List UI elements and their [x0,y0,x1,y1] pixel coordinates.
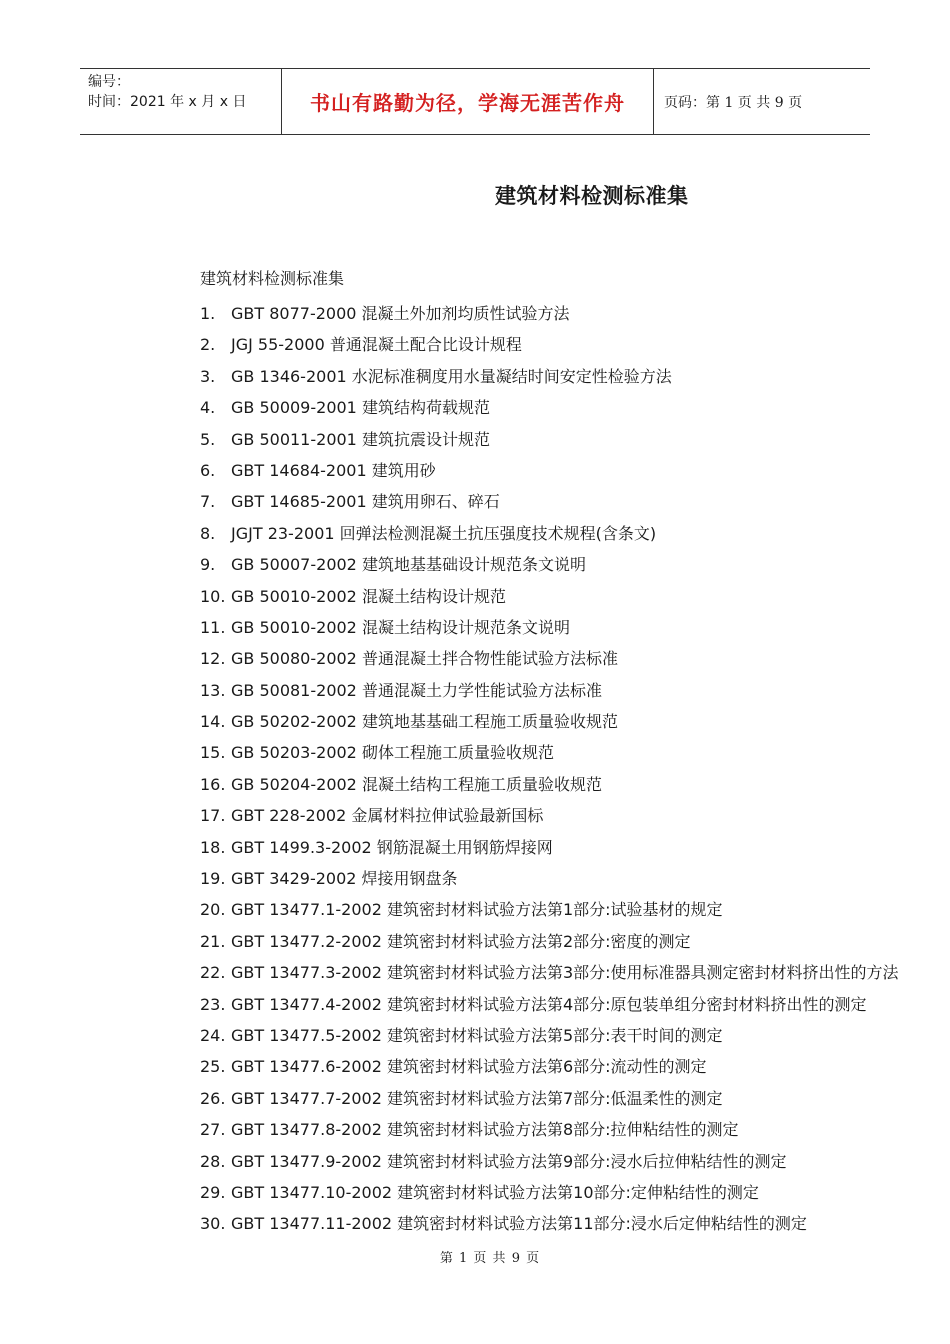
list-item-number: 2. [200,335,216,355]
list-item [200,329,899,360]
list-item-text: GBT 13477.8-2002 建筑密封材料试验方法第8部分:拉伸粘结性的测定 [231,1120,739,1140]
list-item-number: 24. [200,1025,226,1045]
list-item-text: GBT 13477.3-2002 建筑密封材料试验方法第3部分:使用标准器具测定密封材料挤出性的方法 [231,963,899,983]
list-item-text: GBT 13477.6-2002 建筑密封材料试验方法第6部分:流动性的测定 [231,1057,707,1077]
serial-label: 编号： [88,74,130,90]
list-item-number: 21. [200,931,226,951]
list-item-number: 19. [200,869,226,889]
list-item-number: 28. [200,1151,226,1171]
list-item-text: GBT 3429-2002 焊接用钢盘条 [231,869,458,889]
standards-list [200,298,899,1240]
list-item-number: 25. [200,1057,226,1077]
list-item-number: 14. [200,712,226,732]
list-item [200,298,899,329]
header-meta [80,69,282,134]
list-item [200,1083,899,1114]
list-item [200,1146,899,1177]
list-item-number: 11. [200,617,226,637]
list-item [200,863,899,894]
list-item-text: GBT 13477.10-2002 建筑密封材料试验方法第10部分:定伸粘结性的测定 [231,1182,759,1202]
list-item-text: GB 50203-2002 砌体工程施工质量验收规范 [231,743,554,763]
list-item-number: 23. [200,994,226,1014]
section-heading: 建筑材料检测标准集 [200,269,345,288]
list-item [200,737,899,768]
list-item-text: GB 50009-2001 建筑结构荷载规范 [231,398,490,418]
list-item [200,518,899,549]
list-item-text: GBT 13477.11-2002 建筑密封材料试验方法第11部分:浸水后定伸粘结性的测定 [231,1214,807,1234]
list-item [200,926,899,957]
list-item [200,1020,899,1051]
list-item [200,769,899,800]
list-item-number: 8. [200,523,216,543]
list-item-text: GBT 13477.1-2002 建筑密封材料试验方法第1部分:试验基材的规定 [231,900,723,920]
list-item-text: JGJT 23-2001 回弹法检测混凝土抗压强度技术规程(含条文) [231,523,657,543]
list-item-number: 9. [200,555,216,575]
list-item-text: GBT 14684-2001 建筑用砂 [231,460,436,480]
list-item-number: 13. [200,680,226,700]
list-item [200,832,899,863]
list-item-text: GBT 13477.4-2002 建筑密封材料试验方法第4部分:原包装单组分密封材料挤出性的测定 [231,994,867,1014]
list-item-number: 29. [200,1182,226,1202]
list-item-text: GB 50202-2002 建筑地基基础工程施工质量验收规范 [231,712,618,732]
list-item [200,1208,899,1239]
list-item-text: GB 1346-2001 水泥标准稠度用水量凝结时间安定性检验方法 [231,366,672,386]
list-item-number: 7. [200,492,216,512]
list-item [200,894,899,925]
list-item [200,643,899,674]
header-motto: 书山有路勤为径，学海无涯苦作舟 [282,69,654,134]
list-item-text: GBT 228-2002 金属材料拉伸试验最新国标 [231,806,544,826]
list-item-number: 16. [200,774,226,794]
list-item-number: 22. [200,963,226,983]
list-item [200,486,899,517]
list-item-number: 5. [200,429,216,449]
list-item [200,424,899,455]
list-item-number: 18. [200,837,226,857]
list-item-text: GBT 8077-2000 混凝土外加剂均质性试验方法 [231,304,570,323]
list-item-text: GBT 13477.7-2002 建筑密封材料试验方法第7部分:低温柔性的测定 [231,1088,723,1108]
list-item-text: GB 50080-2002 普通混凝土拌合物性能试验方法标准 [231,649,618,669]
list-item-text: GBT 13477.5-2002 建筑密封材料试验方法第5部分:表干时间的测定 [231,1025,723,1045]
page-header [80,68,870,135]
page-footer: 第 1 页 共 9 页 [439,1251,541,1266]
list-item-number: 17. [200,806,226,826]
list-item-text: GB 50204-2002 混凝土结构工程施工质量验收规范 [231,774,602,794]
list-item [200,549,899,580]
list-item [200,957,899,988]
list-item [200,800,899,831]
document-title: 建筑材料检测标准集 [495,184,689,208]
list-item-number: 12. [200,649,226,669]
list-item-text: GBT 1499.3-2002 钢筋混凝土用钢筋焊接网 [231,837,553,857]
list-item [200,1114,899,1145]
list-item-number: 30. [200,1214,226,1234]
list-item-text: GB 50010-2002 混凝土结构设计规范条文说明 [231,617,570,637]
list-item [200,989,899,1020]
time-label: 时间：2021 年 x 月 x 日 [88,94,247,110]
list-item-number: 3. [200,366,216,386]
list-item-text: GB 50010-2002 混凝土结构设计规范 [231,586,506,606]
list-item [200,455,899,486]
list-item-number: 20. [200,900,226,920]
list-item-text: GB 50011-2001 建筑抗震设计规范 [231,429,490,449]
list-item [200,675,899,706]
list-item [200,392,899,423]
list-item-text: GBT 14685-2001 建筑用卵石、碎石 [231,492,500,512]
list-item-number: 10. [200,586,226,606]
list-item [200,1177,899,1208]
list-item-text: GBT 13477.9-2002 建筑密封材料试验方法第9部分:浸水后拉伸粘结性的测定 [231,1151,787,1171]
list-item-number: 27. [200,1120,226,1140]
list-item-number: 26. [200,1088,226,1108]
list-item-number: 1. [200,304,216,323]
list-item [200,361,899,392]
list-item-text: GBT 13477.2-2002 建筑密封材料试验方法第2部分:密度的测定 [231,931,691,951]
header-page-info: 页码：第 1 页 共 9 页 [664,94,803,111]
list-item-text: JGJ 55-2000 普通混凝土配合比设计规程 [231,335,522,355]
list-item-text: GB 50081-2002 普通混凝土力学性能试验方法标准 [231,680,602,700]
list-item-number: 6. [200,460,216,480]
list-item [200,706,899,737]
list-item [200,1051,899,1082]
list-item-text: GB 50007-2002 建筑地基基础设计规范条文说明 [231,555,586,575]
list-item-number: 15. [200,743,226,763]
list-item-number: 4. [200,398,216,418]
list-item [200,581,899,612]
list-item [200,612,899,643]
